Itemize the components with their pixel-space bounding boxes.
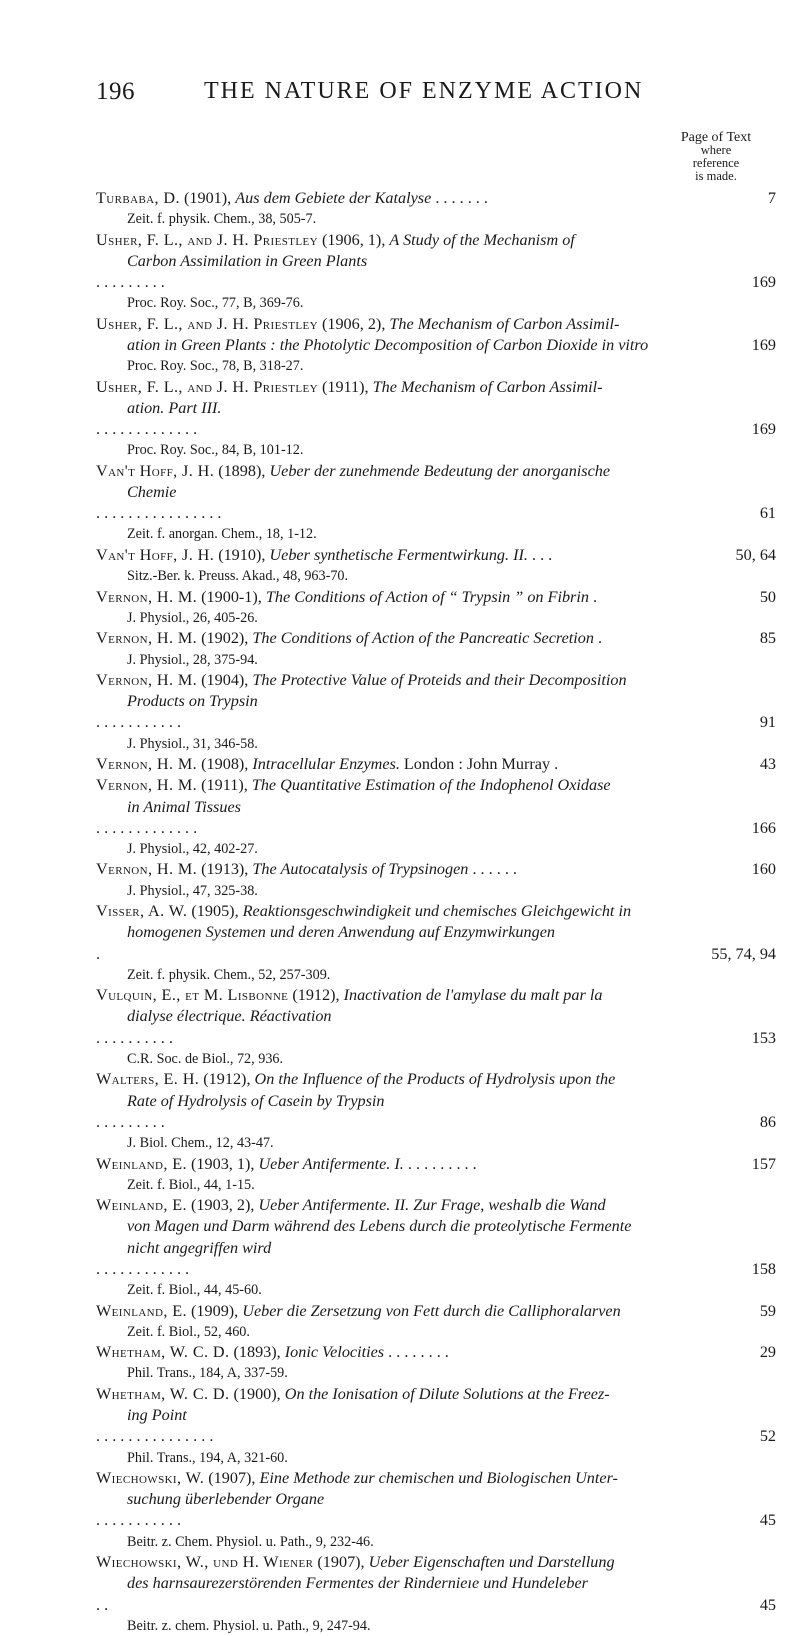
- dot-leaders: . . . . . . . . . . . .: [96, 1259, 190, 1278]
- reference-entry: [96, 670, 776, 754]
- reference-source: Sitz.-Ber. k. Preuss. Akad., 48, 963-70.: [127, 568, 349, 585]
- reference-entry: [96, 1552, 776, 1636]
- reference-author: Vernon, H. M.: [96, 776, 198, 795]
- reference-entry: [96, 754, 776, 775]
- reference-citation: [96, 1301, 776, 1322]
- reference-entry: [96, 587, 776, 629]
- reference-citation: [96, 1468, 776, 1532]
- reference-list: [96, 188, 776, 1636]
- dot-leaders: .: [550, 755, 559, 774]
- page-reference: 85: [759, 629, 776, 648]
- reference-entry: [96, 1154, 776, 1196]
- reference-year: (1902),: [197, 629, 253, 648]
- reference-author: Whetham, W. C. D.: [96, 1384, 230, 1403]
- page-reference: 169: [751, 420, 776, 439]
- reference-title-line: The Autocatalysis of Trypsinogen: [252, 860, 469, 879]
- reference-entry: [96, 377, 776, 461]
- reference-source: Phil. Trans., 194, A, 321-60.: [127, 1449, 288, 1466]
- reference-source: J. Physiol., 28, 375-94.: [127, 651, 258, 668]
- reference-year: (1909),: [186, 1301, 243, 1320]
- reference-citation: [96, 461, 776, 525]
- reference-author: Whetham, W. C. D.: [96, 1343, 230, 1362]
- reference-title-line: A Study of the Mechanism of: [389, 230, 575, 249]
- page-reference: 59: [759, 1301, 776, 1320]
- page-reference: 169: [751, 336, 776, 355]
- reference-citation: [96, 1384, 776, 1448]
- reference-title-line: Ueber Antifermente. I.: [258, 1154, 404, 1173]
- reference-author: Vernon, H. M.: [96, 629, 198, 648]
- reference-author: Vernon, H. M.: [96, 755, 198, 774]
- reference-year: (1911),: [197, 776, 252, 795]
- reference-year: (1901),: [179, 189, 236, 207]
- page-reference: 160: [751, 860, 776, 879]
- reference-source: Zeit. f. physik. Chem., 52, 257-309.: [127, 966, 331, 983]
- reference-author: Vernon, H. M.: [96, 671, 198, 690]
- dot-leaders: .: [593, 629, 603, 648]
- reference-title-line: ing Point: [127, 1406, 187, 1425]
- page-reference: 158: [751, 1259, 776, 1278]
- reference-citation: [96, 230, 776, 294]
- reference-year: (1904),: [197, 671, 253, 690]
- page-reference: 157: [751, 1154, 776, 1173]
- reference-entry: [96, 1069, 776, 1153]
- reference-year: (1908),: [197, 755, 253, 774]
- page-reference: 91: [759, 713, 776, 732]
- page-reference: 86: [759, 1112, 776, 1131]
- reference-title-line: in Animal Tissues: [127, 797, 241, 816]
- column-note-line: where: [700, 143, 732, 157]
- reference-author: Weinland, E.: [96, 1301, 187, 1320]
- reference-entry: [96, 461, 776, 545]
- reference-citation: [96, 1069, 776, 1133]
- reference-year: (1903, 1),: [186, 1154, 259, 1173]
- dot-leaders: . . . . . . . . . . . . . . .: [96, 1427, 214, 1446]
- reference-author: Usher, F. L., and J. H. Priestley: [96, 314, 318, 333]
- reference-title-line: Ueber synthetische Fermentwirkung. II.: [269, 545, 528, 564]
- reference-entry: [96, 901, 776, 985]
- page-reference: 52: [759, 1427, 776, 1446]
- reference-title-line: Ueber der zunehmende Bedeutung der anorganische: [269, 461, 611, 480]
- reference-author: Vernon, H. M.: [96, 587, 198, 606]
- reference-citation: [96, 1342, 776, 1363]
- reference-author: Visser, A. W.: [96, 902, 188, 921]
- dot-leaders: . . . . . . . . . . . . . . . .: [96, 504, 222, 523]
- reference-author: Van't Hoff, J. H.: [96, 461, 215, 480]
- reference-year: (1906, 2),: [317, 314, 390, 333]
- reference-title-line: des harnsaurezerstörenden Fermentes der Rindernieıe und Hundeleber: [127, 1574, 588, 1593]
- reference-year: (1907),: [313, 1553, 369, 1572]
- reference-year: (1913),: [197, 860, 253, 879]
- reference-year: (1906, 1),: [317, 230, 390, 249]
- reference-source: J. Physiol., 31, 346-58.: [127, 735, 258, 752]
- reference-title-line: Carbon Assimilation in Green Plants: [127, 251, 368, 270]
- reference-source: Phil. Trans., 184, A, 337-59.: [127, 1365, 288, 1382]
- reference-year: (1905),: [187, 902, 243, 921]
- page-reference: 45: [759, 1511, 776, 1530]
- reference-author: Weinland, E.: [96, 1154, 187, 1173]
- reference-author: Turbaba, D.: [96, 189, 180, 207]
- page-reference: 45: [759, 1595, 776, 1614]
- reference-year: (1903, 2),: [186, 1196, 259, 1215]
- reference-title-line: ation in Green Plants : the Photolytic Decomposition of Carbon Dioxide in vitro: [127, 336, 649, 355]
- reference-source: Proc. Roy. Soc., 84, B, 101-12.: [127, 442, 304, 459]
- reference-title-line: Inactivation de l'amylase du malt par la: [343, 986, 603, 1005]
- reference-title-line: The Conditions of Action of the Pancreatic Secretion: [252, 629, 594, 648]
- reference-source: Proc. Roy. Soc., 77, B, 369-76.: [127, 295, 304, 312]
- page-number: 196: [96, 78, 135, 105]
- reference-citation: [96, 775, 776, 839]
- page-reference: 7: [767, 189, 776, 207]
- reference-year: (1912),: [199, 1070, 255, 1089]
- reference-title-line: Intracellular Enzymes.: [252, 755, 400, 774]
- page-reference: 55, 74, 94: [711, 944, 776, 963]
- reference-title-line: The Conditions of Action of “ Trypsin ” on Fibrin: [265, 587, 589, 606]
- reference-entry: [96, 859, 776, 901]
- reference-entry: [96, 1342, 776, 1384]
- running-title: THE NATURE OF ENZYME ACTION: [204, 78, 644, 104]
- reference-entry: [96, 628, 776, 670]
- reference-author: Vulquin, E., et M. Lisbonne: [96, 986, 289, 1005]
- reference-title-line: ation. Part III.: [127, 398, 222, 417]
- reference-author: Walters, E. H.: [96, 1070, 200, 1089]
- dot-leaders: . . . . . . . . .: [96, 1112, 165, 1131]
- page-reference: 153: [751, 1028, 776, 1047]
- reference-title-line: Rate of Hydrolysis of Casein by Trypsin: [127, 1091, 385, 1110]
- reference-title-line: The Protective Value of Proteids and their Decomposition: [252, 671, 627, 690]
- reference-title-line: On the Ionisation of Dilute Solutions at the Freez-: [284, 1384, 610, 1403]
- reference-citation: [96, 188, 776, 209]
- reference-title-line: nicht angegriffen wird: [127, 1238, 272, 1257]
- page-reference: 29: [759, 1343, 776, 1362]
- reference-author: Weinland, E.: [96, 1196, 187, 1215]
- dot-leaders: .: [96, 944, 101, 963]
- page-reference: 169: [751, 273, 776, 292]
- reference-source: Beitr. z. chem. Physiol. u. Path., 9, 247-94.: [127, 1617, 371, 1634]
- page-column-note: [656, 131, 776, 183]
- reference-title-line: homogenen Systemen und deren Anwendung auf Enzymwirkungen: [127, 923, 555, 942]
- reference-author: Wiechowski, W.: [96, 1469, 205, 1488]
- dot-leaders: . . . . . . . . . . .: [96, 1511, 181, 1530]
- reference-citation: [96, 859, 776, 880]
- reference-title-line: Eine Methode zur chemischen und Biologischen Unter-: [259, 1469, 618, 1488]
- reference-entry: [96, 230, 776, 314]
- reference-citation: [96, 901, 776, 965]
- reference-title-line: suchung überlebender Organe: [127, 1490, 325, 1509]
- reference-entry: [96, 985, 776, 1069]
- reference-citation: [96, 1195, 776, 1280]
- reference-citation: [96, 1552, 776, 1616]
- page-header: [96, 78, 716, 112]
- page-reference: 50, 64: [735, 545, 776, 564]
- reference-title-line: Chemie: [127, 483, 177, 502]
- column-note-line: is made.: [695, 169, 737, 183]
- reference-year: (1907),: [204, 1469, 260, 1488]
- reference-title-line: Ueber Antifermente. II. Zur Frage, weshalb die Wand: [258, 1196, 606, 1215]
- reference-year: (1910),: [214, 545, 270, 564]
- reference-title-line: Ionic Velocities: [284, 1343, 385, 1362]
- reference-year: (1893),: [229, 1343, 285, 1362]
- reference-author: Vernon, H. M.: [96, 860, 198, 879]
- reference-source: Zeit. f. Biol., 52, 460.: [127, 1323, 250, 1340]
- reference-source: Zeit. f. anorgan. Chem., 18, 1-12.: [127, 526, 317, 543]
- column-note-line: Page of Text: [680, 130, 752, 145]
- reference-author: Usher, F. L., and J. H. Priestley: [96, 377, 318, 396]
- reference-citation: [96, 1154, 776, 1175]
- column-note-line: reference: [692, 156, 740, 170]
- reference-title-line: Ueber Eigenschaften und Darstellung: [368, 1553, 615, 1572]
- reference-title-line: The Mechanism of Carbon Assimil-: [372, 377, 603, 396]
- reference-citation: [96, 670, 776, 734]
- reference-citation: [96, 587, 776, 608]
- page-reference: 166: [751, 818, 776, 837]
- dot-leaders: . . . . . . .: [431, 189, 488, 207]
- reference-year: (1898),: [214, 461, 270, 480]
- reference-title-line: On the Influence of the Products of Hydrolysis upon the: [254, 1070, 616, 1089]
- reference-author: Usher, F. L., and J. H. Priestley: [96, 230, 318, 249]
- reference-citation: [96, 628, 776, 649]
- reference-source: J. Physiol., 42, 402-27.: [127, 840, 258, 857]
- dot-leaders: . . . . . . . .: [384, 1343, 449, 1362]
- reference-title-line: Products on Trypsin: [127, 692, 258, 711]
- reference-source: C.R. Soc. de Biol., 72, 936.: [127, 1050, 284, 1067]
- reference-author: Van't Hoff, J. H.: [96, 545, 215, 564]
- reference-title-line: Ueber die Zersetzung von Fett durch die Calliphoralarven: [242, 1301, 621, 1320]
- reference-entry: [96, 775, 776, 859]
- dot-leaders: . . . . . . . . .: [96, 273, 165, 292]
- dot-leaders: . . . . . . . . . .: [96, 1028, 173, 1047]
- reference-source: Zeit. f. Biol., 44, 1-15.: [127, 1176, 255, 1193]
- reference-citation: [96, 754, 776, 775]
- reference-entry: [96, 1195, 776, 1300]
- reference-year: (1900-1),: [197, 587, 266, 606]
- dot-leaders: . . . . . . . . . . .: [96, 713, 181, 732]
- reference-entry: [96, 314, 776, 377]
- reference-source: J. Physiol., 47, 325-38.: [127, 882, 258, 899]
- reference-entry: [96, 1301, 776, 1343]
- dot-leaders: . . .: [527, 545, 553, 564]
- reference-publisher: London : John Murray: [399, 755, 551, 774]
- reference-citation: [96, 545, 776, 566]
- reference-source: Zeit. f. physik. Chem., 38, 505-7.: [127, 211, 317, 228]
- reference-citation: [96, 314, 776, 356]
- reference-title-line: Reaktionsgeschwindigkeit und chemisches Gleichgewicht in: [242, 902, 632, 921]
- reference-citation: [96, 985, 776, 1049]
- dot-leaders: . . . . . . . . . . . . .: [96, 818, 198, 837]
- page-reference: 50: [759, 587, 776, 606]
- dot-leaders: . . . . . .: [468, 860, 517, 879]
- reference-source: J. Physiol., 26, 405-26.: [127, 609, 258, 626]
- reference-title-line: Aus dem Gebiete der Katalyse: [235, 189, 432, 207]
- dot-leaders: . . . . . . . . . . . . .: [96, 420, 198, 439]
- reference-title-line: dialyse électrique. Réactivation: [127, 1007, 332, 1026]
- reference-source: J. Biol. Chem., 12, 43-47.: [127, 1135, 274, 1151]
- reference-entry: [96, 188, 776, 230]
- reference-year: (1912),: [288, 986, 344, 1005]
- reference-source: Beitr. z. Chem. Physiol. u. Path., 9, 232-46.: [127, 1533, 374, 1550]
- dot-leaders: . . . . . . . . .: [403, 1154, 477, 1173]
- reference-title-line: The Quantitative Estimation of the Indophenol Oxidase: [251, 776, 611, 795]
- reference-title-line: The Mechanism of Carbon Assimil-: [389, 314, 620, 333]
- reference-source: Proc. Roy. Soc., 78, B, 318-27.: [127, 358, 304, 375]
- reference-entry: [96, 545, 776, 587]
- reference-entry: [96, 1468, 776, 1552]
- reference-year: (1911),: [317, 377, 373, 396]
- page-reference: 43: [759, 755, 776, 774]
- reference-citation: [96, 377, 776, 441]
- reference-source: Zeit. f. Biol., 44, 45-60.: [127, 1282, 262, 1299]
- reference-author: Wiechowski, W., und H. Wiener: [96, 1553, 314, 1572]
- dot-leaders: .: [588, 587, 598, 606]
- page-reference: 61: [759, 504, 776, 523]
- dot-leaders: . .: [96, 1595, 109, 1614]
- reference-year: (1900),: [229, 1384, 285, 1403]
- reference-entry: [96, 1384, 776, 1468]
- reference-title-line: von Magen und Darm während des Lebens durch die proteolytische Fermente: [127, 1217, 632, 1236]
